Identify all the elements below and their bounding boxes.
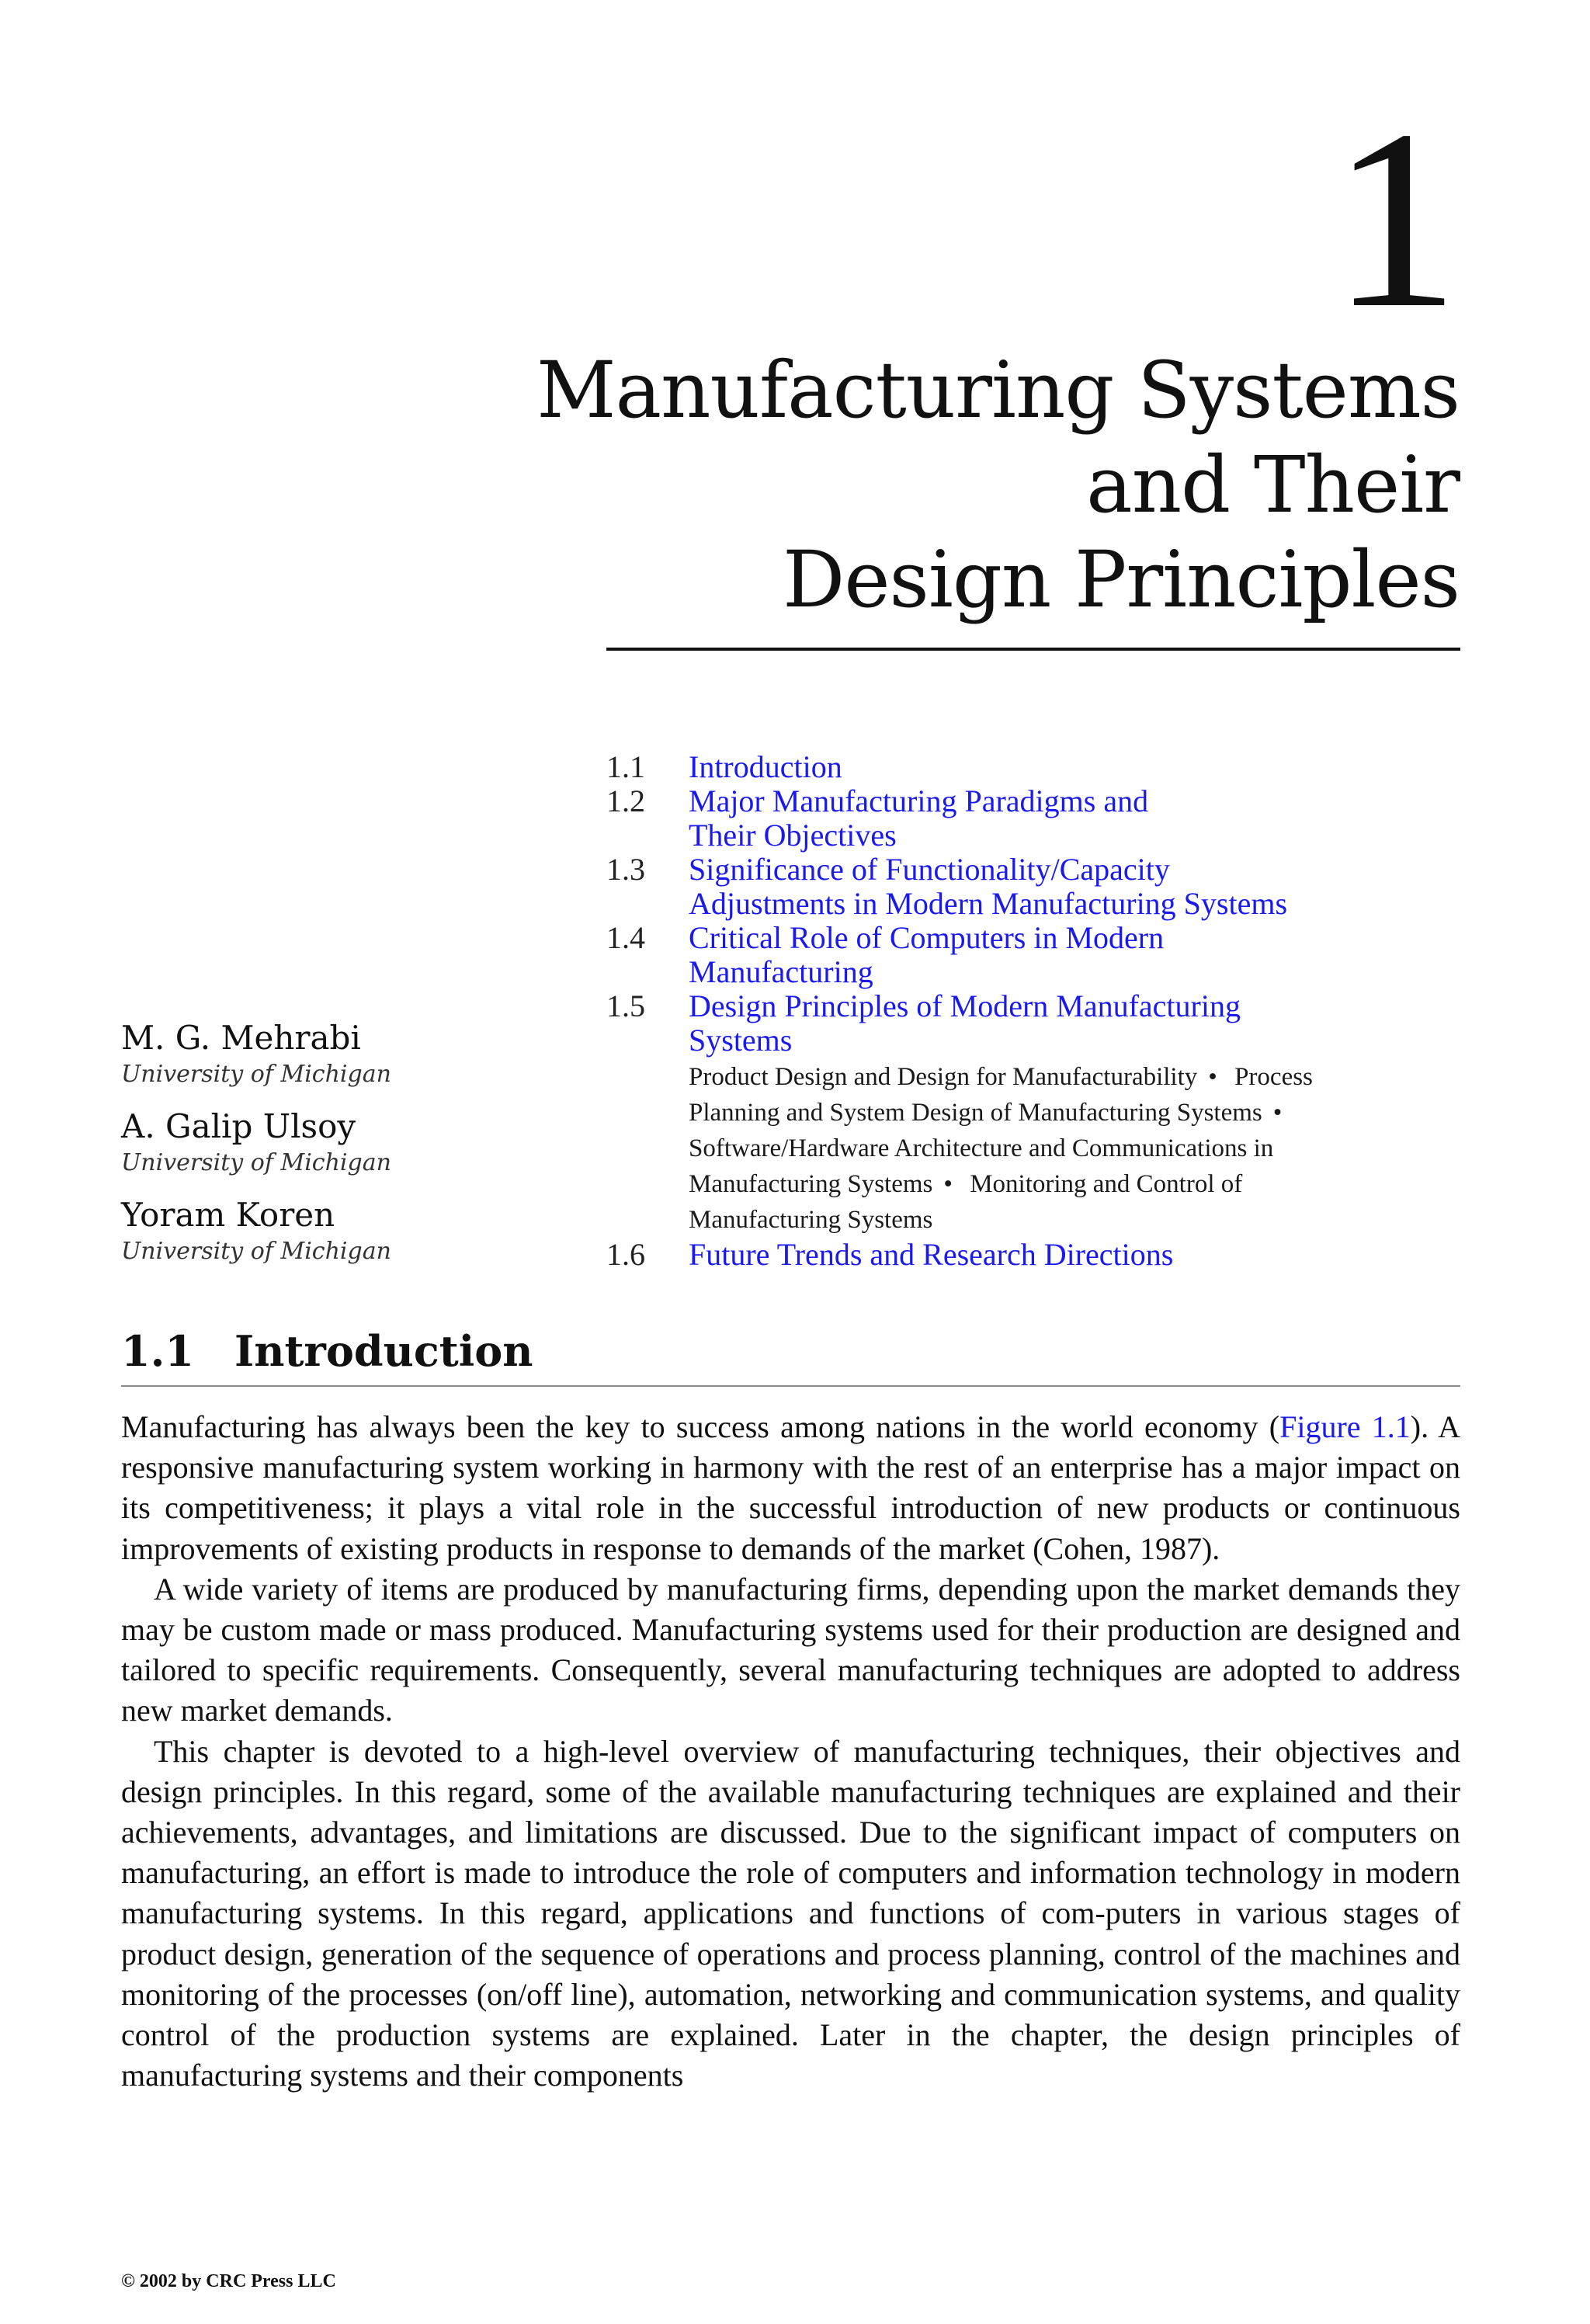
- author-list: [121, 1017, 556, 1283]
- author-affiliation: University of Michigan: [121, 1149, 391, 1176]
- bullet-separator: •: [1272, 1099, 1283, 1127]
- toc-subsection: Monitoring and Control of Manufacturing Systems: [689, 1170, 1243, 1234]
- toc-link-functionality[interactable]: [689, 853, 1383, 921]
- toc-entry-1-1: [606, 750, 1383, 784]
- toc-number: 1.2: [606, 783, 645, 818]
- author-name: M. G. Mehrabi: [121, 1019, 361, 1057]
- toc-number: 1.4: [606, 920, 645, 955]
- toc-entry-1-3: [606, 853, 1383, 921]
- chapter-title-line: and Their: [1086, 439, 1460, 530]
- toc-link-line: Introduction: [689, 749, 842, 784]
- paragraph: This chapter is devoted to a high-level overview of manufacturing techniques, their objectives and design principles. In this regard, some of the available manufacturing techniques are explained and their achievements, advantages, and limitations are discussed. Due to the significant impact of computers on manufacturing, an effort is made to introduce the role of computers and information technology in modern manufacturing systems. In this regard, applications and functions of com-puters in various stages of product design, generation of the sequence of operations and process planning, control of the machines and monitoring of the processes (on/off line), automation, networking and communication systems, and quality control of the production systems are explained. Later in the chapter, the design principles of manufacturing systems and their components: [121, 1733, 1460, 2093]
- toc-entry-1-2: [606, 784, 1383, 853]
- toc-link-computers[interactable]: [689, 921, 1383, 989]
- toc-number: 1.5: [606, 988, 645, 1023]
- toc-subsection: Product Design and Design for Manufacturability: [689, 1063, 1198, 1091]
- chapter-title-line: Manufacturing Systems: [536, 345, 1460, 436]
- toc-link-future-trends[interactable]: [689, 1238, 1383, 1272]
- toc-subsection: Software/Hardware Architecture and Communications in Manufacturing Systems: [689, 1134, 1274, 1198]
- toc-link-line: Major Manufacturing Paradigms and: [689, 783, 1149, 818]
- chapter-title-line: Design Principles: [783, 534, 1460, 625]
- figure-link[interactable]: Figure 1.1: [1279, 1409, 1411, 1444]
- toc-link-line: Future Trends and Research Directions: [689, 1237, 1174, 1272]
- title-divider: [606, 648, 1460, 651]
- paragraph: [121, 1407, 1460, 1569]
- bullet-separator: •: [943, 1170, 953, 1198]
- toc-number: 1.6: [606, 1237, 645, 1272]
- paragraph-text: Manufacturing has always been the key to success among nations in the world economy (: [121, 1409, 1280, 1444]
- toc-link-line: Systems: [689, 1023, 793, 1058]
- toc-link-paradigms[interactable]: [689, 784, 1383, 853]
- bullet-separator: •: [1208, 1063, 1217, 1091]
- section-divider: [121, 1385, 1460, 1387]
- section-title: Introduction: [234, 1326, 533, 1376]
- toc-number: 1.1: [606, 749, 645, 784]
- toc-link-line: Manufacturing: [689, 954, 873, 989]
- toc-link-line: Their Objectives: [689, 818, 897, 853]
- chapter-number: 1: [1331, 78, 1460, 361]
- toc-link-introduction[interactable]: [689, 750, 1383, 784]
- copyright-footer: © 2002 by CRC Press LLC: [121, 2271, 336, 2291]
- toc-number: 1.3: [606, 852, 645, 887]
- toc-link-line: Design Principles of Modern Manufacturing: [689, 988, 1241, 1023]
- toc-subsection: Process Planning and System Design of Manufacturing Systems: [689, 1063, 1313, 1127]
- toc-entry-1-5: [606, 989, 1383, 1238]
- toc-subsections: [689, 1059, 1383, 1238]
- toc-link-line: Significance of Functionality/Capacity: [689, 852, 1170, 887]
- author-name: Yoram Koren: [121, 1196, 335, 1234]
- toc-entry-1-6: [606, 1238, 1383, 1272]
- toc-link-line: Critical Role of Computers in Modern: [689, 920, 1165, 955]
- toc-entry-1-4: [606, 921, 1383, 989]
- toc-link-line: Adjustments in Modern Manufacturing Systems: [689, 886, 1288, 921]
- paragraph-text: ). A responsive manufacturing system working in harmony with the rest of an enterprise has a major impact on its competitiveness; it plays a vital role in the successful introduction of new products or continuous improvements of existing products in response to demands of the market (Cohen, 1987).: [121, 1409, 1461, 1566]
- author-affiliation: University of Michigan: [121, 1061, 391, 1088]
- author-name: A. Galip Ulsoy: [121, 1107, 356, 1145]
- section-heading: [121, 1324, 533, 1378]
- body-text: [121, 1407, 1460, 2096]
- table-of-contents: [606, 750, 1383, 1272]
- section-number: 1.1: [121, 1326, 194, 1376]
- paragraph: A wide variety of items are produced by manufacturing firms, depending upon the market demands they may be custom made or mass produced. Manufacturing systems used for their production are designed and tailored to specific requirements. Consequently, several manufacturing techniques are adopted to address new market demands.: [121, 1571, 1460, 1728]
- chapter-title: [528, 343, 1460, 627]
- author-affiliation: University of Michigan: [121, 1238, 391, 1265]
- toc-link-design-principles[interactable]: [689, 989, 1383, 1058]
